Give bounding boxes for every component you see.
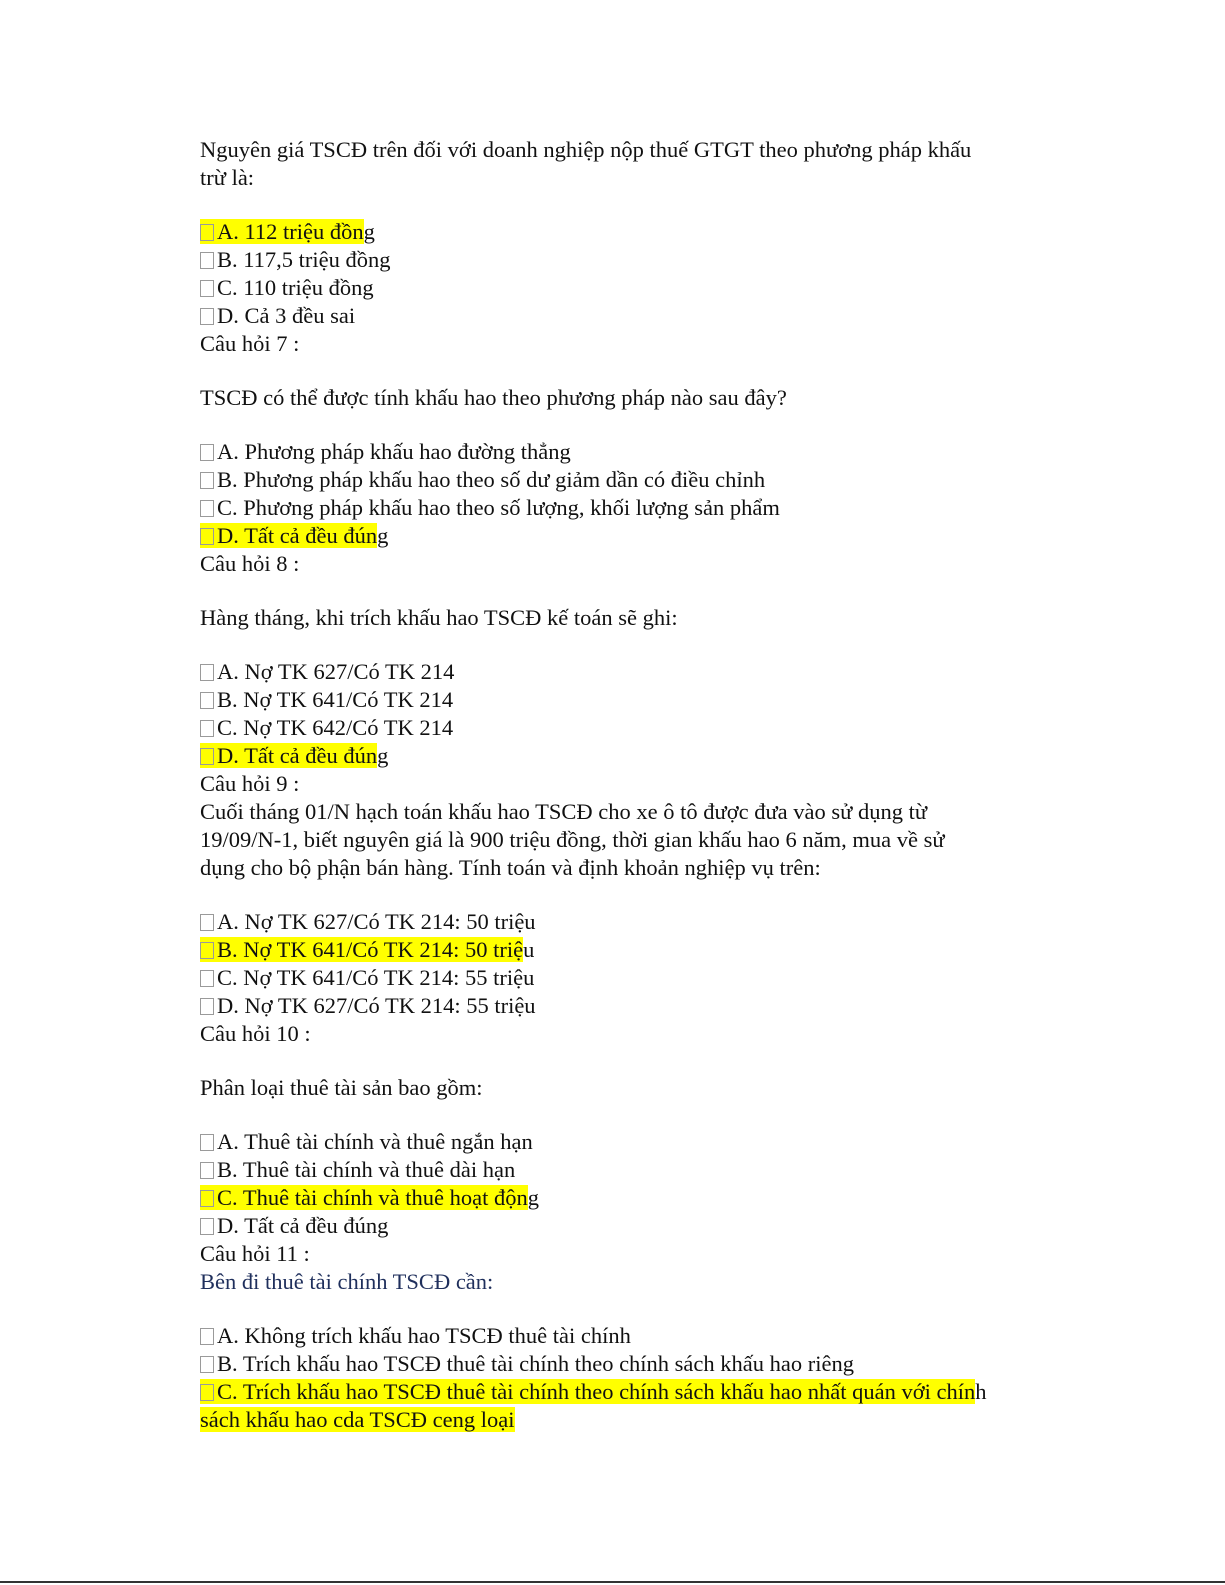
answer-option[interactable]: A. Thuê tài chính và thuê ngắn hạn [200,1128,1060,1156]
question-text: Cuối tháng 01/N hạch toán khấu hao TSCĐ cho xe ô tô được đưa vào sử dụng từ [200,799,928,824]
answer-option-correct[interactable]: D. Tất cả đều đúng [200,742,1060,770]
answer-option[interactable]: B. Phương pháp khấu hao theo số dư giảm dần có điều chỉnh [200,466,1060,494]
checkbox-icon [200,472,214,489]
question-text: 19/09/N-1, biết nguyên giá là 900 triệu đồng, thời gian khấu hao 6 năm, mua về sử [200,827,945,852]
answer-option-correct[interactable]: C. Thuê tài chính và thuê hoạt động [200,1184,1060,1212]
answer-option-correct[interactable]: D. Tất cả đều đúng [200,522,1060,550]
checkbox-icon [200,720,214,737]
checkbox-icon [200,1190,214,1207]
answer-option[interactable]: D. Tất cả đều đúng [200,1212,1060,1240]
answer-option[interactable]: A. Nợ TK 627/Có TK 214: 50 triệu [200,908,1060,936]
checkbox-icon [200,998,214,1015]
checkbox-icon [200,1218,214,1235]
answer-option[interactable]: A. Không trích khấu hao TSCĐ thuê tài chính [200,1322,1060,1350]
checkbox-icon [200,1162,214,1179]
checkbox-icon [200,1134,214,1151]
question-text: trừ là: [200,165,255,190]
answer-option[interactable]: C. Nợ TK 641/Có TK 214: 55 triệu [200,964,1060,992]
answer-option[interactable]: A. Phương pháp khấu hao đường thẳng [200,438,1060,466]
question-text: dụng cho bộ phận bán hàng. Tính toán và định khoản nghiệp vụ trên: [200,855,821,880]
question-label: Câu hỏi 9 : [200,771,300,796]
question-text: Phân loại thuê tài sản bao gồm: [200,1075,483,1100]
checkbox-icon [200,528,214,545]
checkbox-icon [200,444,214,461]
checkbox-icon [200,500,214,517]
checkbox-icon [200,1328,214,1345]
answer-option[interactable]: D. Nợ TK 627/Có TK 214: 55 triệu [200,992,1060,1020]
question-text: Bên đi thuê tài chính TSCĐ cần: [200,1269,494,1294]
question-label: Câu hỏi 10 : [200,1021,311,1046]
answer-option[interactable]: D. Cả 3 đều sai [200,302,1060,330]
checkbox-icon [200,1384,214,1401]
answer-option[interactable]: C. 110 triệu đồng [200,274,1060,302]
answer-option[interactable]: B. Trích khấu hao TSCĐ thuê tài chính theo chính sách khấu hao riêng [200,1350,1060,1378]
checkbox-icon [200,224,214,241]
document-page [200,136,1060,1434]
checkbox-icon [200,748,214,765]
checkbox-icon [200,308,214,325]
answer-option-continuation: sách khấu hao cda TSCĐ ceng loại [200,1407,515,1432]
answer-option-correct[interactable]: B. Nợ TK 641/Có TK 214: 50 triệu [200,936,1060,964]
question-text: Nguyên giá TSCĐ trên đối với doanh nghiệp nộp thuế GTGT theo phương pháp khấu [200,137,972,162]
question-text: Hàng tháng, khi trích khấu hao TSCĐ kế toán sẽ ghi: [200,605,678,630]
question-label: Câu hỏi 7 : [200,331,300,356]
checkbox-icon [200,692,214,709]
page-bottom-rule [0,1581,1225,1583]
checkbox-icon [200,280,214,297]
checkbox-icon [200,914,214,931]
answer-option[interactable]: B. Nợ TK 641/Có TK 214 [200,686,1060,714]
question-label: Câu hỏi 11 : [200,1241,310,1266]
answer-option[interactable]: C. Nợ TK 642/Có TK 214 [200,714,1060,742]
answer-option[interactable]: B. 117,5 triệu đồng [200,246,1060,274]
checkbox-icon [200,1356,214,1373]
answer-option-correct[interactable]: A. 112 triệu đồng [200,218,1060,246]
answer-option-correct[interactable]: C. Trích khấu hao TSCĐ thuê tài chính theo chính sách khấu hao nhất quán với chính [200,1378,1060,1406]
answer-option[interactable]: B. Thuê tài chính và thuê dài hạn [200,1156,1060,1184]
checkbox-icon [200,664,214,681]
checkbox-icon [200,252,214,269]
question-text: TSCĐ có thể được tính khấu hao theo phương pháp nào sau đây? [200,385,787,410]
checkbox-icon [200,942,214,959]
answer-option[interactable]: A. Nợ TK 627/Có TK 214 [200,658,1060,686]
checkbox-icon [200,970,214,987]
question-label: Câu hỏi 8 : [200,551,300,576]
answer-option[interactable]: C. Phương pháp khấu hao theo số lượng, khối lượng sản phẩm [200,494,1060,522]
